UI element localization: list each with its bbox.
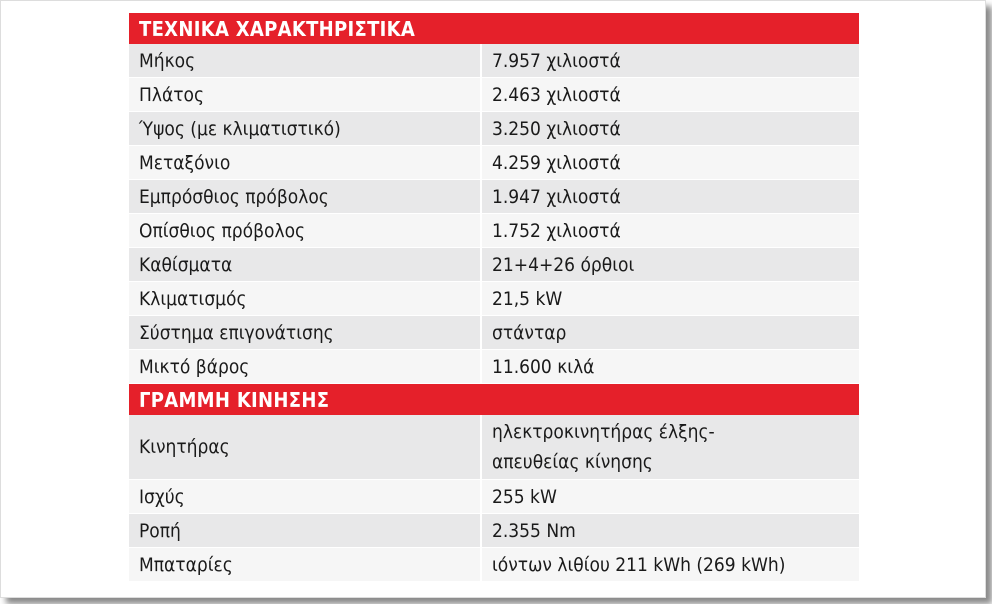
spec-value: 11.600 κιλά xyxy=(481,350,859,384)
spec-label: Μήκος xyxy=(129,44,481,78)
table-row xyxy=(129,316,859,350)
section-title: ΓΡΑΜΜΗ ΚΙΝΗΣΗΣ xyxy=(129,384,859,416)
spec-value: στάνταρ xyxy=(481,316,859,350)
table-row xyxy=(129,548,859,582)
table-row xyxy=(129,78,859,112)
spec-label: Ύψος (με κλιματιστικό) xyxy=(129,112,481,146)
spec-value-line: ηλεκτροκινητήρας έλξης- xyxy=(492,421,715,443)
spec-value: 1.947 χιλιοστά xyxy=(481,180,859,214)
spec-label: Πλάτος xyxy=(129,78,481,112)
table-row xyxy=(129,146,859,180)
table-row xyxy=(129,180,859,214)
spec-value: 255 kW xyxy=(481,480,859,514)
spec-value: 21+4+26 όρθιοι xyxy=(481,248,859,282)
spec-value: 21,5 kW xyxy=(481,282,859,316)
table-row xyxy=(129,350,859,384)
spec-table xyxy=(129,13,859,582)
spec-value: 3.250 χιλιοστά xyxy=(481,112,859,146)
table-row xyxy=(129,282,859,316)
spec-value: 2.463 χιλιοστά xyxy=(481,78,859,112)
spec-label: Κλιματισμός xyxy=(129,282,481,316)
section-header-technical xyxy=(129,13,859,44)
table-row xyxy=(129,44,859,78)
spec-label: Κινητήρας xyxy=(129,415,481,480)
spec-label: Εμπρόσθιος πρόβολος xyxy=(129,180,481,214)
spec-label: Ισχύς xyxy=(129,480,481,514)
section-title: ΤΕΧΝΙΚΑ ΧΑΡΑΚΤΗΡΙΣΤΙΚΑ xyxy=(129,13,859,44)
spec-value: 2.355 Nm xyxy=(481,514,859,548)
section-header-powertrain xyxy=(129,384,859,416)
table-row xyxy=(129,248,859,282)
spec-value xyxy=(481,415,859,480)
spec-label: Μεταξόνιο xyxy=(129,146,481,180)
spec-value: 7.957 χιλιοστά xyxy=(481,44,859,78)
spec-label: Καθίσματα xyxy=(129,248,481,282)
table-row xyxy=(129,112,859,146)
table-row xyxy=(129,415,859,480)
spec-label: Ροπή xyxy=(129,514,481,548)
table-row xyxy=(129,480,859,514)
spec-value-line: απευθείας κίνησης xyxy=(492,451,653,473)
spec-label: Σύστημα επιγονάτισης xyxy=(129,316,481,350)
spec-value: 1.752 χιλιοστά xyxy=(481,214,859,248)
spec-value: 4.259 χιλιοστά xyxy=(481,146,859,180)
spec-label: Μπαταρίες xyxy=(129,548,481,582)
table-row xyxy=(129,514,859,548)
spec-label: Οπίσθιος πρόβολος xyxy=(129,214,481,248)
table-row xyxy=(129,214,859,248)
spec-value: ιόντων λιθίου 211 kWh (269 kWh) xyxy=(481,548,859,582)
spec-label: Μικτό βάρος xyxy=(129,350,481,384)
